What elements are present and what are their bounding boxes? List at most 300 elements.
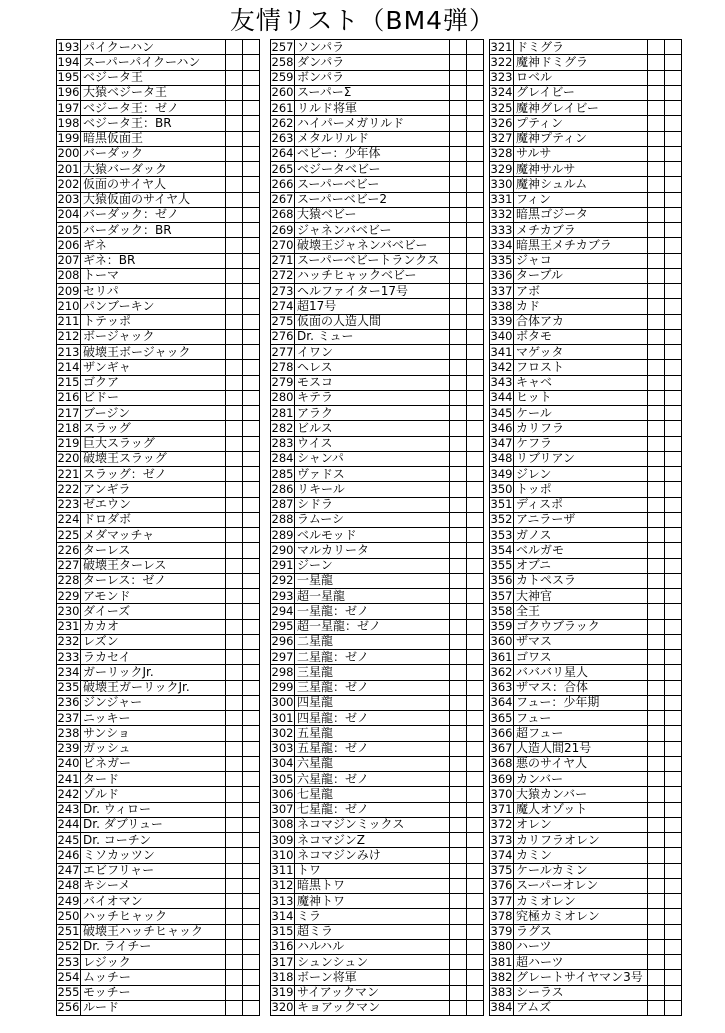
- check-cell-b[interactable]: [243, 284, 260, 299]
- check-cell-a[interactable]: [648, 146, 665, 161]
- check-cell-b[interactable]: [665, 833, 682, 848]
- check-cell-a[interactable]: [450, 924, 467, 939]
- check-cell-a[interactable]: [450, 70, 467, 85]
- check-cell-b[interactable]: [243, 345, 260, 360]
- check-cell-a[interactable]: [226, 40, 243, 55]
- check-cell-a[interactable]: [648, 817, 665, 832]
- check-cell-b[interactable]: [665, 207, 682, 222]
- check-cell-a[interactable]: [450, 711, 467, 726]
- check-cell-a[interactable]: [450, 451, 467, 466]
- check-cell-b[interactable]: [467, 878, 484, 893]
- check-cell-b[interactable]: [243, 604, 260, 619]
- check-cell-b[interactable]: [467, 787, 484, 802]
- check-cell-b[interactable]: [665, 146, 682, 161]
- check-cell-b[interactable]: [467, 223, 484, 238]
- check-cell-b[interactable]: [243, 177, 260, 192]
- check-cell-a[interactable]: [450, 802, 467, 817]
- check-cell-b[interactable]: [665, 939, 682, 954]
- check-cell-a[interactable]: [450, 772, 467, 787]
- check-cell-b[interactable]: [467, 268, 484, 283]
- check-cell-a[interactable]: [226, 528, 243, 543]
- check-cell-a[interactable]: [648, 101, 665, 116]
- check-cell-b[interactable]: [467, 924, 484, 939]
- check-cell-b[interactable]: [467, 802, 484, 817]
- check-cell-b[interactable]: [665, 863, 682, 878]
- check-cell-a[interactable]: [450, 238, 467, 253]
- check-cell-a[interactable]: [648, 863, 665, 878]
- check-cell-a[interactable]: [226, 634, 243, 649]
- check-cell-b[interactable]: [467, 650, 484, 665]
- check-cell-b[interactable]: [243, 406, 260, 421]
- check-cell-b[interactable]: [665, 451, 682, 466]
- check-cell-a[interactable]: [648, 329, 665, 344]
- check-cell-a[interactable]: [450, 268, 467, 283]
- check-cell-a[interactable]: [226, 268, 243, 283]
- check-cell-a[interactable]: [450, 1000, 467, 1015]
- check-cell-b[interactable]: [665, 299, 682, 314]
- check-cell-a[interactable]: [648, 604, 665, 619]
- check-cell-a[interactable]: [648, 955, 665, 970]
- check-cell-b[interactable]: [467, 833, 484, 848]
- check-cell-b[interactable]: [665, 604, 682, 619]
- check-cell-b[interactable]: [467, 192, 484, 207]
- check-cell-a[interactable]: [450, 573, 467, 588]
- check-cell-a[interactable]: [450, 284, 467, 299]
- check-cell-b[interactable]: [243, 711, 260, 726]
- check-cell-a[interactable]: [450, 756, 467, 771]
- check-cell-a[interactable]: [226, 375, 243, 390]
- check-cell-a[interactable]: [226, 421, 243, 436]
- check-cell-b[interactable]: [243, 375, 260, 390]
- check-cell-a[interactable]: [450, 436, 467, 451]
- check-cell-a[interactable]: [450, 299, 467, 314]
- check-cell-a[interactable]: [226, 833, 243, 848]
- check-cell-b[interactable]: [243, 85, 260, 100]
- check-cell-b[interactable]: [665, 909, 682, 924]
- check-cell-b[interactable]: [243, 817, 260, 832]
- check-cell-b[interactable]: [467, 726, 484, 741]
- check-cell-b[interactable]: [665, 894, 682, 909]
- check-cell-a[interactable]: [450, 894, 467, 909]
- check-cell-a[interactable]: [648, 177, 665, 192]
- check-cell-a[interactable]: [450, 848, 467, 863]
- check-cell-a[interactable]: [450, 985, 467, 1000]
- check-cell-b[interactable]: [243, 863, 260, 878]
- check-cell-a[interactable]: [648, 543, 665, 558]
- check-cell-a[interactable]: [226, 589, 243, 604]
- check-cell-a[interactable]: [450, 650, 467, 665]
- check-cell-b[interactable]: [467, 604, 484, 619]
- check-cell-b[interactable]: [665, 573, 682, 588]
- check-cell-a[interactable]: [648, 162, 665, 177]
- check-cell-b[interactable]: [243, 802, 260, 817]
- check-cell-b[interactable]: [467, 421, 484, 436]
- check-cell-a[interactable]: [226, 878, 243, 893]
- check-cell-b[interactable]: [665, 558, 682, 573]
- check-cell-a[interactable]: [226, 787, 243, 802]
- check-cell-b[interactable]: [665, 970, 682, 985]
- check-cell-b[interactable]: [467, 131, 484, 146]
- check-cell-b[interactable]: [665, 55, 682, 70]
- check-cell-b[interactable]: [467, 406, 484, 421]
- check-cell-b[interactable]: [243, 467, 260, 482]
- check-cell-a[interactable]: [226, 85, 243, 100]
- check-cell-b[interactable]: [243, 146, 260, 161]
- check-cell-a[interactable]: [648, 116, 665, 131]
- check-cell-b[interactable]: [243, 650, 260, 665]
- check-cell-b[interactable]: [665, 192, 682, 207]
- check-cell-a[interactable]: [648, 985, 665, 1000]
- check-cell-a[interactable]: [226, 848, 243, 863]
- check-cell-a[interactable]: [648, 70, 665, 85]
- check-cell-a[interactable]: [648, 909, 665, 924]
- check-cell-a[interactable]: [450, 665, 467, 680]
- check-cell-b[interactable]: [243, 1000, 260, 1015]
- check-cell-b[interactable]: [467, 573, 484, 588]
- check-cell-b[interactable]: [665, 253, 682, 268]
- check-cell-a[interactable]: [226, 894, 243, 909]
- check-cell-a[interactable]: [648, 223, 665, 238]
- check-cell-a[interactable]: [648, 756, 665, 771]
- check-cell-a[interactable]: [450, 421, 467, 436]
- check-cell-a[interactable]: [648, 1000, 665, 1015]
- check-cell-a[interactable]: [648, 482, 665, 497]
- check-cell-b[interactable]: [467, 711, 484, 726]
- check-cell-b[interactable]: [467, 512, 484, 527]
- check-cell-a[interactable]: [226, 543, 243, 558]
- check-cell-a[interactable]: [226, 55, 243, 70]
- check-cell-b[interactable]: [665, 817, 682, 832]
- check-cell-b[interactable]: [665, 802, 682, 817]
- check-cell-a[interactable]: [226, 192, 243, 207]
- check-cell-b[interactable]: [665, 467, 682, 482]
- check-cell-b[interactable]: [243, 573, 260, 588]
- check-cell-b[interactable]: [243, 436, 260, 451]
- check-cell-b[interactable]: [243, 482, 260, 497]
- check-cell-a[interactable]: [450, 497, 467, 512]
- check-cell-b[interactable]: [467, 482, 484, 497]
- check-cell-a[interactable]: [450, 390, 467, 405]
- check-cell-a[interactable]: [226, 101, 243, 116]
- check-cell-b[interactable]: [467, 741, 484, 756]
- check-cell-b[interactable]: [243, 314, 260, 329]
- check-cell-b[interactable]: [243, 909, 260, 924]
- check-cell-b[interactable]: [243, 40, 260, 55]
- check-cell-b[interactable]: [665, 589, 682, 604]
- check-cell-a[interactable]: [226, 619, 243, 634]
- check-cell-b[interactable]: [467, 116, 484, 131]
- check-cell-a[interactable]: [226, 558, 243, 573]
- check-cell-b[interactable]: [665, 85, 682, 100]
- check-cell-a[interactable]: [226, 1000, 243, 1015]
- check-cell-a[interactable]: [450, 223, 467, 238]
- check-cell-a[interactable]: [648, 970, 665, 985]
- check-cell-b[interactable]: [467, 40, 484, 55]
- check-cell-a[interactable]: [648, 131, 665, 146]
- check-cell-b[interactable]: [243, 207, 260, 222]
- check-cell-a[interactable]: [450, 131, 467, 146]
- check-cell-a[interactable]: [648, 375, 665, 390]
- check-cell-b[interactable]: [243, 497, 260, 512]
- check-cell-a[interactable]: [648, 253, 665, 268]
- check-cell-b[interactable]: [665, 497, 682, 512]
- check-cell-b[interactable]: [467, 284, 484, 299]
- check-cell-a[interactable]: [226, 970, 243, 985]
- check-cell-b[interactable]: [665, 421, 682, 436]
- check-cell-a[interactable]: [450, 101, 467, 116]
- check-cell-a[interactable]: [450, 833, 467, 848]
- check-cell-a[interactable]: [226, 802, 243, 817]
- check-cell-b[interactable]: [467, 589, 484, 604]
- check-cell-b[interactable]: [467, 665, 484, 680]
- check-cell-a[interactable]: [450, 177, 467, 192]
- check-cell-a[interactable]: [450, 329, 467, 344]
- check-cell-a[interactable]: [648, 726, 665, 741]
- check-cell-b[interactable]: [243, 634, 260, 649]
- check-cell-a[interactable]: [648, 360, 665, 375]
- check-cell-b[interactable]: [665, 528, 682, 543]
- check-cell-a[interactable]: [450, 406, 467, 421]
- check-cell-b[interactable]: [665, 924, 682, 939]
- check-cell-b[interactable]: [665, 70, 682, 85]
- check-cell-b[interactable]: [665, 787, 682, 802]
- check-cell-a[interactable]: [648, 85, 665, 100]
- check-cell-b[interactable]: [467, 756, 484, 771]
- check-cell-a[interactable]: [450, 787, 467, 802]
- check-cell-a[interactable]: [450, 207, 467, 222]
- check-cell-a[interactable]: [226, 238, 243, 253]
- check-cell-b[interactable]: [243, 238, 260, 253]
- check-cell-a[interactable]: [648, 848, 665, 863]
- check-cell-b[interactable]: [665, 756, 682, 771]
- check-cell-b[interactable]: [243, 192, 260, 207]
- check-cell-b[interactable]: [243, 421, 260, 436]
- check-cell-b[interactable]: [243, 970, 260, 985]
- check-cell-a[interactable]: [226, 604, 243, 619]
- check-cell-a[interactable]: [226, 360, 243, 375]
- check-cell-a[interactable]: [226, 711, 243, 726]
- check-cell-b[interactable]: [243, 589, 260, 604]
- check-cell-a[interactable]: [648, 894, 665, 909]
- check-cell-a[interactable]: [450, 863, 467, 878]
- check-cell-b[interactable]: [467, 253, 484, 268]
- check-cell-b[interactable]: [665, 665, 682, 680]
- check-cell-a[interactable]: [648, 528, 665, 543]
- check-cell-a[interactable]: [648, 787, 665, 802]
- check-cell-b[interactable]: [243, 390, 260, 405]
- check-cell-a[interactable]: [226, 436, 243, 451]
- check-cell-a[interactable]: [226, 177, 243, 192]
- check-cell-b[interactable]: [665, 375, 682, 390]
- check-cell-a[interactable]: [226, 146, 243, 161]
- check-cell-a[interactable]: [648, 512, 665, 527]
- check-cell-b[interactable]: [467, 863, 484, 878]
- check-cell-b[interactable]: [243, 756, 260, 771]
- check-cell-a[interactable]: [226, 131, 243, 146]
- check-cell-b[interactable]: [467, 497, 484, 512]
- check-cell-a[interactable]: [450, 528, 467, 543]
- check-cell-b[interactable]: [467, 985, 484, 1000]
- check-cell-b[interactable]: [467, 329, 484, 344]
- check-cell-a[interactable]: [450, 467, 467, 482]
- check-cell-b[interactable]: [467, 162, 484, 177]
- check-cell-a[interactable]: [648, 680, 665, 695]
- check-cell-a[interactable]: [450, 619, 467, 634]
- check-cell-a[interactable]: [648, 406, 665, 421]
- check-cell-a[interactable]: [226, 924, 243, 939]
- check-cell-b[interactable]: [243, 787, 260, 802]
- check-cell-a[interactable]: [226, 909, 243, 924]
- check-cell-a[interactable]: [648, 741, 665, 756]
- check-cell-a[interactable]: [648, 558, 665, 573]
- check-cell-b[interactable]: [665, 650, 682, 665]
- check-cell-b[interactable]: [665, 329, 682, 344]
- check-cell-b[interactable]: [467, 55, 484, 70]
- check-cell-a[interactable]: [226, 863, 243, 878]
- check-cell-a[interactable]: [648, 299, 665, 314]
- check-cell-b[interactable]: [243, 162, 260, 177]
- check-cell-b[interactable]: [467, 558, 484, 573]
- check-cell-b[interactable]: [467, 207, 484, 222]
- check-cell-a[interactable]: [450, 162, 467, 177]
- check-cell-b[interactable]: [243, 55, 260, 70]
- check-cell-a[interactable]: [226, 207, 243, 222]
- check-cell-b[interactable]: [467, 70, 484, 85]
- check-cell-a[interactable]: [450, 192, 467, 207]
- check-cell-b[interactable]: [467, 695, 484, 710]
- check-cell-a[interactable]: [226, 680, 243, 695]
- check-cell-a[interactable]: [648, 192, 665, 207]
- check-cell-a[interactable]: [648, 284, 665, 299]
- check-cell-b[interactable]: [665, 40, 682, 55]
- check-cell-a[interactable]: [226, 406, 243, 421]
- check-cell-a[interactable]: [226, 345, 243, 360]
- check-cell-a[interactable]: [226, 329, 243, 344]
- check-cell-b[interactable]: [243, 665, 260, 680]
- check-cell-b[interactable]: [243, 939, 260, 954]
- check-cell-a[interactable]: [226, 223, 243, 238]
- check-cell-a[interactable]: [450, 955, 467, 970]
- check-cell-a[interactable]: [450, 116, 467, 131]
- check-cell-b[interactable]: [243, 741, 260, 756]
- check-cell-a[interactable]: [648, 634, 665, 649]
- check-cell-b[interactable]: [467, 436, 484, 451]
- check-cell-b[interactable]: [243, 833, 260, 848]
- check-cell-b[interactable]: [665, 238, 682, 253]
- check-cell-a[interactable]: [450, 909, 467, 924]
- check-cell-a[interactable]: [648, 55, 665, 70]
- check-cell-b[interactable]: [665, 284, 682, 299]
- check-cell-b[interactable]: [467, 85, 484, 100]
- check-cell-a[interactable]: [226, 162, 243, 177]
- check-cell-a[interactable]: [648, 665, 665, 680]
- check-cell-a[interactable]: [450, 40, 467, 55]
- check-cell-a[interactable]: [648, 772, 665, 787]
- check-cell-b[interactable]: [665, 543, 682, 558]
- check-cell-a[interactable]: [450, 558, 467, 573]
- check-cell-a[interactable]: [226, 390, 243, 405]
- check-cell-b[interactable]: [243, 116, 260, 131]
- check-cell-b[interactable]: [665, 1000, 682, 1015]
- check-cell-b[interactable]: [467, 543, 484, 558]
- check-cell-a[interactable]: [226, 955, 243, 970]
- check-cell-b[interactable]: [665, 512, 682, 527]
- check-cell-a[interactable]: [450, 375, 467, 390]
- check-cell-b[interactable]: [665, 360, 682, 375]
- check-cell-b[interactable]: [243, 985, 260, 1000]
- check-cell-a[interactable]: [450, 604, 467, 619]
- check-cell-b[interactable]: [665, 116, 682, 131]
- check-cell-a[interactable]: [450, 970, 467, 985]
- check-cell-a[interactable]: [450, 589, 467, 604]
- check-cell-a[interactable]: [226, 299, 243, 314]
- check-cell-a[interactable]: [648, 467, 665, 482]
- check-cell-a[interactable]: [226, 512, 243, 527]
- check-cell-b[interactable]: [665, 223, 682, 238]
- check-cell-b[interactable]: [665, 482, 682, 497]
- check-cell-b[interactable]: [467, 360, 484, 375]
- check-cell-b[interactable]: [665, 162, 682, 177]
- check-cell-b[interactable]: [467, 634, 484, 649]
- check-cell-b[interactable]: [467, 680, 484, 695]
- check-cell-b[interactable]: [243, 878, 260, 893]
- check-cell-b[interactable]: [665, 436, 682, 451]
- check-cell-a[interactable]: [226, 573, 243, 588]
- check-cell-a[interactable]: [648, 573, 665, 588]
- check-cell-b[interactable]: [665, 314, 682, 329]
- check-cell-b[interactable]: [243, 253, 260, 268]
- check-cell-a[interactable]: [226, 284, 243, 299]
- check-cell-b[interactable]: [665, 741, 682, 756]
- check-cell-a[interactable]: [450, 726, 467, 741]
- check-cell-a[interactable]: [450, 314, 467, 329]
- check-cell-a[interactable]: [226, 665, 243, 680]
- check-cell-b[interactable]: [467, 177, 484, 192]
- check-cell-a[interactable]: [226, 726, 243, 741]
- check-cell-b[interactable]: [467, 299, 484, 314]
- check-cell-b[interactable]: [467, 238, 484, 253]
- check-cell-a[interactable]: [226, 253, 243, 268]
- check-cell-b[interactable]: [467, 375, 484, 390]
- check-cell-a[interactable]: [648, 833, 665, 848]
- check-cell-b[interactable]: [665, 634, 682, 649]
- check-cell-a[interactable]: [226, 467, 243, 482]
- check-cell-b[interactable]: [467, 528, 484, 543]
- check-cell-b[interactable]: [467, 467, 484, 482]
- check-cell-b[interactable]: [467, 909, 484, 924]
- check-cell-b[interactable]: [243, 695, 260, 710]
- check-cell-b[interactable]: [467, 955, 484, 970]
- check-cell-b[interactable]: [665, 345, 682, 360]
- check-cell-b[interactable]: [243, 558, 260, 573]
- check-cell-a[interactable]: [450, 939, 467, 954]
- check-cell-b[interactable]: [467, 939, 484, 954]
- check-cell-a[interactable]: [648, 238, 665, 253]
- check-cell-b[interactable]: [243, 101, 260, 116]
- check-cell-b[interactable]: [665, 726, 682, 741]
- check-cell-a[interactable]: [226, 939, 243, 954]
- check-cell-b[interactable]: [665, 406, 682, 421]
- check-cell-a[interactable]: [450, 634, 467, 649]
- check-cell-b[interactable]: [665, 131, 682, 146]
- check-cell-b[interactable]: [467, 817, 484, 832]
- check-cell-a[interactable]: [648, 40, 665, 55]
- check-cell-a[interactable]: [648, 589, 665, 604]
- check-cell-b[interactable]: [665, 955, 682, 970]
- check-cell-b[interactable]: [243, 512, 260, 527]
- check-cell-b[interactable]: [665, 390, 682, 405]
- check-cell-a[interactable]: [226, 695, 243, 710]
